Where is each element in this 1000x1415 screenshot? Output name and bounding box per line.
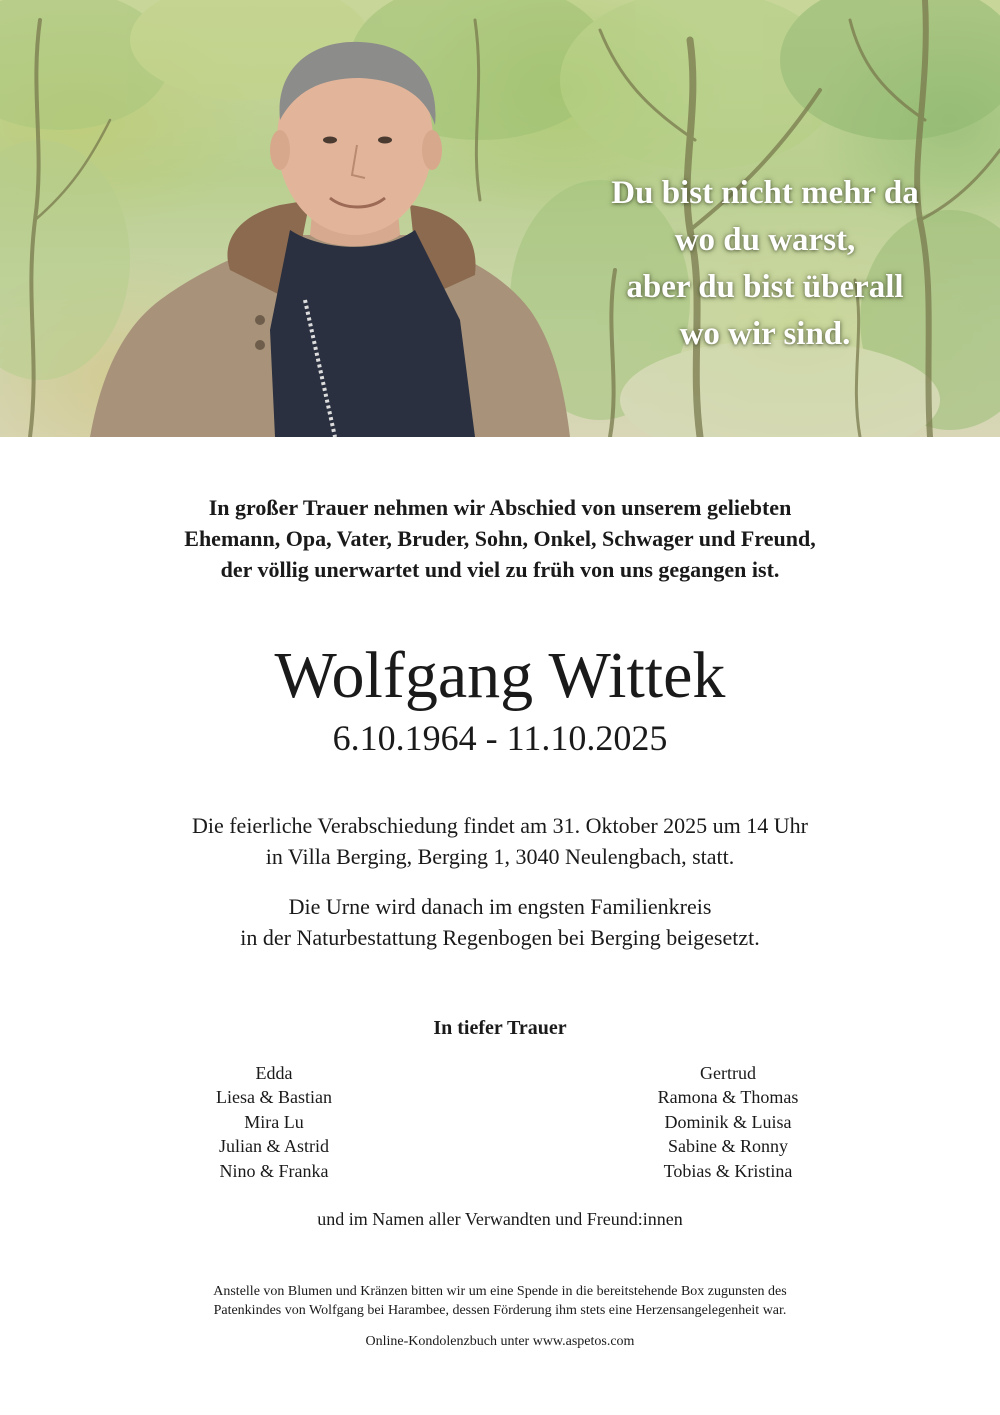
intro-line: der völlig unerwartet und viel zu früh von uns gegangen ist. [220,557,780,582]
mourner-name: Ramona & Thomas [657,1087,799,1108]
mourner-name: Sabine & Ronny [668,1136,788,1157]
donation-line: Anstelle von Blumen und Kränzen bitten wir um eine Spende in die bereitstehende Box zugunsten des [213,1284,787,1299]
header-banner [0,0,1000,437]
mourners-left-column [144,1061,404,1183]
quote-line: wo wir sind. [679,316,851,352]
mourner-name: Tobias & Kristina [663,1160,793,1181]
service-line: in Villa Berging, Berging 1, 3040 Neulengbach, statt. [265,844,735,869]
online-condolence-link: Online-Kondolenzbuch unter www.aspetos.com [365,1334,635,1349]
urn-line: Die Urne wird danach im engsten Familienkreis [288,894,712,919]
relatives-note: und im Namen aller Verwandten und Freund:innen [317,1209,683,1229]
service-info [100,810,900,872]
intro-line: In großer Trauer nehmen wir Abschied von unserem geliebten [208,495,792,520]
quote-line: Du bist nicht mehr da [611,175,919,211]
mourners-title: In tiefer Trauer [433,1017,567,1039]
mourner-name: Nino & Franka [219,1160,329,1181]
quote-line: aber du bist überall [626,269,904,305]
mourner-name: Liesa & Bastian [216,1087,332,1108]
mourner-name: Julian & Astrid [218,1136,329,1157]
donation-note [80,1282,920,1320]
intro-line: Ehemann, Opa, Vater, Bruder, Sohn, Onkel, Schwager und Freund, [184,526,816,551]
mourner-name: Mira Lu [244,1111,304,1132]
urn-line: in der Naturbestattung Regenbogen bei Berging beigesetzt. [240,925,760,950]
urn-info [100,891,900,953]
deceased-name: Wolfgang Wittek [274,639,726,712]
service-line: Die feierliche Verabschiedung findet am 31. Oktober 2025 um 14 Uhr [191,813,809,838]
mourner-name: Dominik & Luisa [664,1111,792,1132]
life-dates: 6.10.1964 - 11.10.2025 [332,718,668,758]
quote-line: wo du warst, [674,222,856,258]
mourner-name: Edda [255,1063,293,1083]
mourners-right-column [598,1061,858,1183]
intro-text [100,492,900,585]
donation-line: Patenkindes von Wolfgang bei Harambee, dessen Förderung ihm stets eine Herzensangelegenheit war. [213,1303,787,1318]
portrait-photo [80,0,640,437]
mourner-name: Gertrud [700,1063,756,1083]
memorial-quote [560,170,970,358]
